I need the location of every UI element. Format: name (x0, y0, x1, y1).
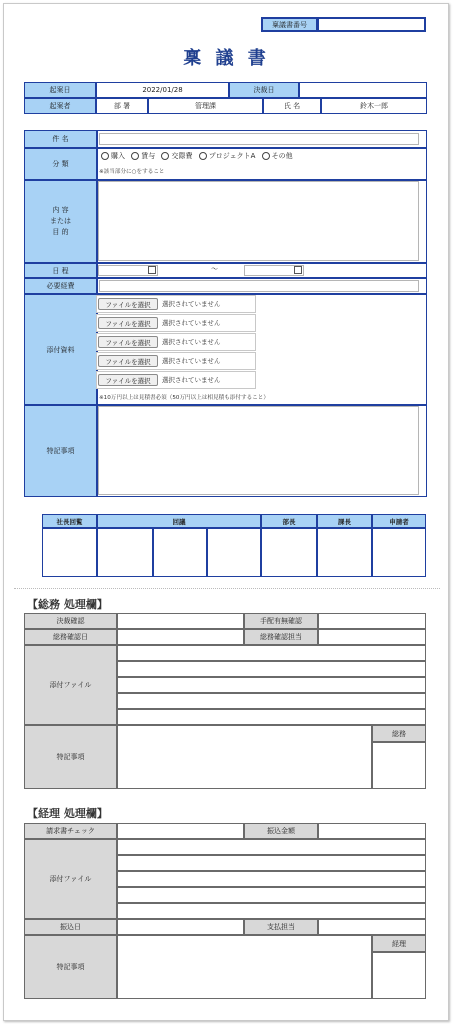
accounting-title: 【経理 処理欄】 (27, 807, 108, 820)
section-chief-header: 課長 (317, 514, 372, 528)
cost-input[interactable] (99, 280, 419, 292)
acc-remarks-label: 特記事項 (24, 935, 117, 999)
category-option: 購入 (111, 152, 125, 160)
payment-person-label: 支払担当 (244, 919, 318, 935)
page-title: 稟 議 書 (183, 48, 270, 69)
draft-date-label: 起案日 (24, 82, 96, 98)
section-divider (14, 588, 440, 589)
category-option: プロジェクトA (208, 152, 256, 160)
remarks-textarea[interactable] (98, 406, 419, 495)
payment-person-value[interactable] (318, 919, 426, 935)
file-select-button[interactable]: ファイルを選択 (98, 317, 158, 329)
transfer-amount-label: 振込金額 (244, 823, 318, 839)
draft-date-value[interactable]: 2022/01/28 (96, 82, 229, 98)
subject-input[interactable] (99, 133, 419, 145)
radio-button[interactable] (131, 152, 139, 160)
decision-date-value[interactable] (299, 82, 427, 98)
acc-attach-line[interactable] (117, 855, 426, 871)
section-chief-stamp[interactable] (317, 528, 372, 577)
category-radio-group (97, 151, 293, 161)
content-label-line: 目 的 (52, 228, 69, 236)
radio-button[interactable] (262, 152, 270, 160)
person-in-charge-label: 総務確認担当 (244, 629, 318, 645)
file-select-button[interactable]: ファイルを選択 (98, 374, 158, 386)
circulation-stamp[interactable] (153, 528, 207, 577)
person-in-charge-value[interactable] (318, 629, 426, 645)
content-label (24, 180, 97, 263)
file-status: 選択されていません (162, 338, 221, 346)
dept-value[interactable]: 管理課 (148, 98, 263, 114)
acc-attach-line[interactable] (117, 887, 426, 903)
ga-remarks-value[interactable] (117, 725, 372, 789)
decision-check-value[interactable] (117, 613, 244, 629)
calendar-icon[interactable] (148, 266, 156, 274)
president-stamp[interactable] (42, 528, 97, 577)
schedule-label: 日 程 (24, 263, 97, 278)
confirm-date-label: 総務確認日 (24, 629, 117, 645)
file-status: 選択されていません (162, 300, 221, 308)
dept-label: 部 署 (96, 98, 148, 114)
acc-attach-line[interactable] (117, 871, 426, 887)
attach-note: ※10万円以上は見積書必須（50万円以上は相見積も添付すること） (99, 395, 269, 401)
general-affairs-title: 【総務 処理欄】 (27, 598, 108, 611)
cost-label: 必要経費 (24, 278, 97, 294)
content-label-line: 内 容 (52, 206, 69, 214)
file-status: 選択されていません (162, 319, 221, 327)
invoice-check-value[interactable] (117, 823, 244, 839)
president-header: 社長回覧 (42, 514, 97, 528)
file-status: 選択されていません (162, 376, 221, 384)
acc-stamp-box[interactable] (372, 952, 426, 999)
circulation-stamp[interactable] (97, 528, 153, 577)
radio-button[interactable] (199, 152, 207, 160)
manager-stamp[interactable] (261, 528, 317, 577)
name-label: 氏 名 (263, 98, 321, 114)
decision-check-label: 決裁確認 (24, 613, 117, 629)
confirm-date-value[interactable] (117, 629, 244, 645)
ga-stamp-label: 総務 (372, 725, 426, 742)
acc-attach-line[interactable] (117, 903, 426, 919)
manager-header: 部長 (261, 514, 317, 528)
ga-attach-line[interactable] (117, 709, 426, 725)
transfer-amount-value[interactable] (318, 823, 426, 839)
circulation-header: 回議 (97, 514, 261, 528)
applicant-stamp[interactable] (372, 528, 426, 577)
file-status: 選択されていません (162, 357, 221, 365)
category-label: 分 類 (24, 148, 97, 180)
name-value[interactable]: 鈴木一郎 (321, 98, 427, 114)
arrangement-check-value[interactable] (318, 613, 426, 629)
category-note: ※該当部分に○をすること (99, 169, 165, 175)
category-option: 賃与 (141, 152, 156, 160)
ga-remarks-label: 特記事項 (24, 725, 117, 789)
applicant-header: 申請者 (372, 514, 426, 528)
drafter-label: 起案者 (24, 98, 96, 114)
calendar-icon[interactable] (294, 266, 302, 274)
invoice-check-label: 請求書チェック (24, 823, 117, 839)
ga-attach-line[interactable] (117, 677, 426, 693)
decision-date-label: 決裁日 (229, 82, 299, 98)
arrangement-check-label: 手配有無確認 (244, 613, 318, 629)
attach-label: 添付資料 (24, 294, 97, 405)
circulation-stamp[interactable] (207, 528, 261, 577)
content-textarea[interactable] (98, 181, 419, 261)
content-label-line: または (50, 217, 71, 225)
acc-attach-line[interactable] (117, 839, 426, 855)
ga-stamp-box[interactable] (372, 742, 426, 789)
subject-label: 件 名 (24, 130, 97, 148)
file-select-button[interactable]: ファイルを選択 (98, 298, 158, 310)
doc-number-field[interactable] (317, 17, 426, 32)
ga-attach-line[interactable] (117, 661, 426, 677)
file-select-button[interactable]: ファイルを選択 (98, 336, 158, 348)
ga-attach-line[interactable] (117, 693, 426, 709)
transfer-date-value[interactable] (117, 919, 244, 935)
radio-button[interactable] (101, 152, 109, 160)
acc-attach-label: 添付ファイル (24, 839, 117, 919)
category-option: 交際費 (171, 152, 193, 160)
transfer-date-label: 振込日 (24, 919, 117, 935)
radio-button[interactable] (161, 152, 169, 160)
file-select-button[interactable]: ファイルを選択 (98, 355, 158, 367)
acc-remarks-value[interactable] (117, 935, 372, 999)
doc-number-label: 稟議書番号 (261, 17, 317, 32)
remarks-label: 特記事項 (24, 405, 97, 497)
ga-attach-line[interactable] (117, 645, 426, 661)
schedule-separator: ～ (211, 265, 218, 273)
acc-stamp-label: 経理 (372, 935, 426, 952)
category-option: その他 (271, 152, 293, 160)
ga-attach-label: 添付ファイル (24, 645, 117, 725)
